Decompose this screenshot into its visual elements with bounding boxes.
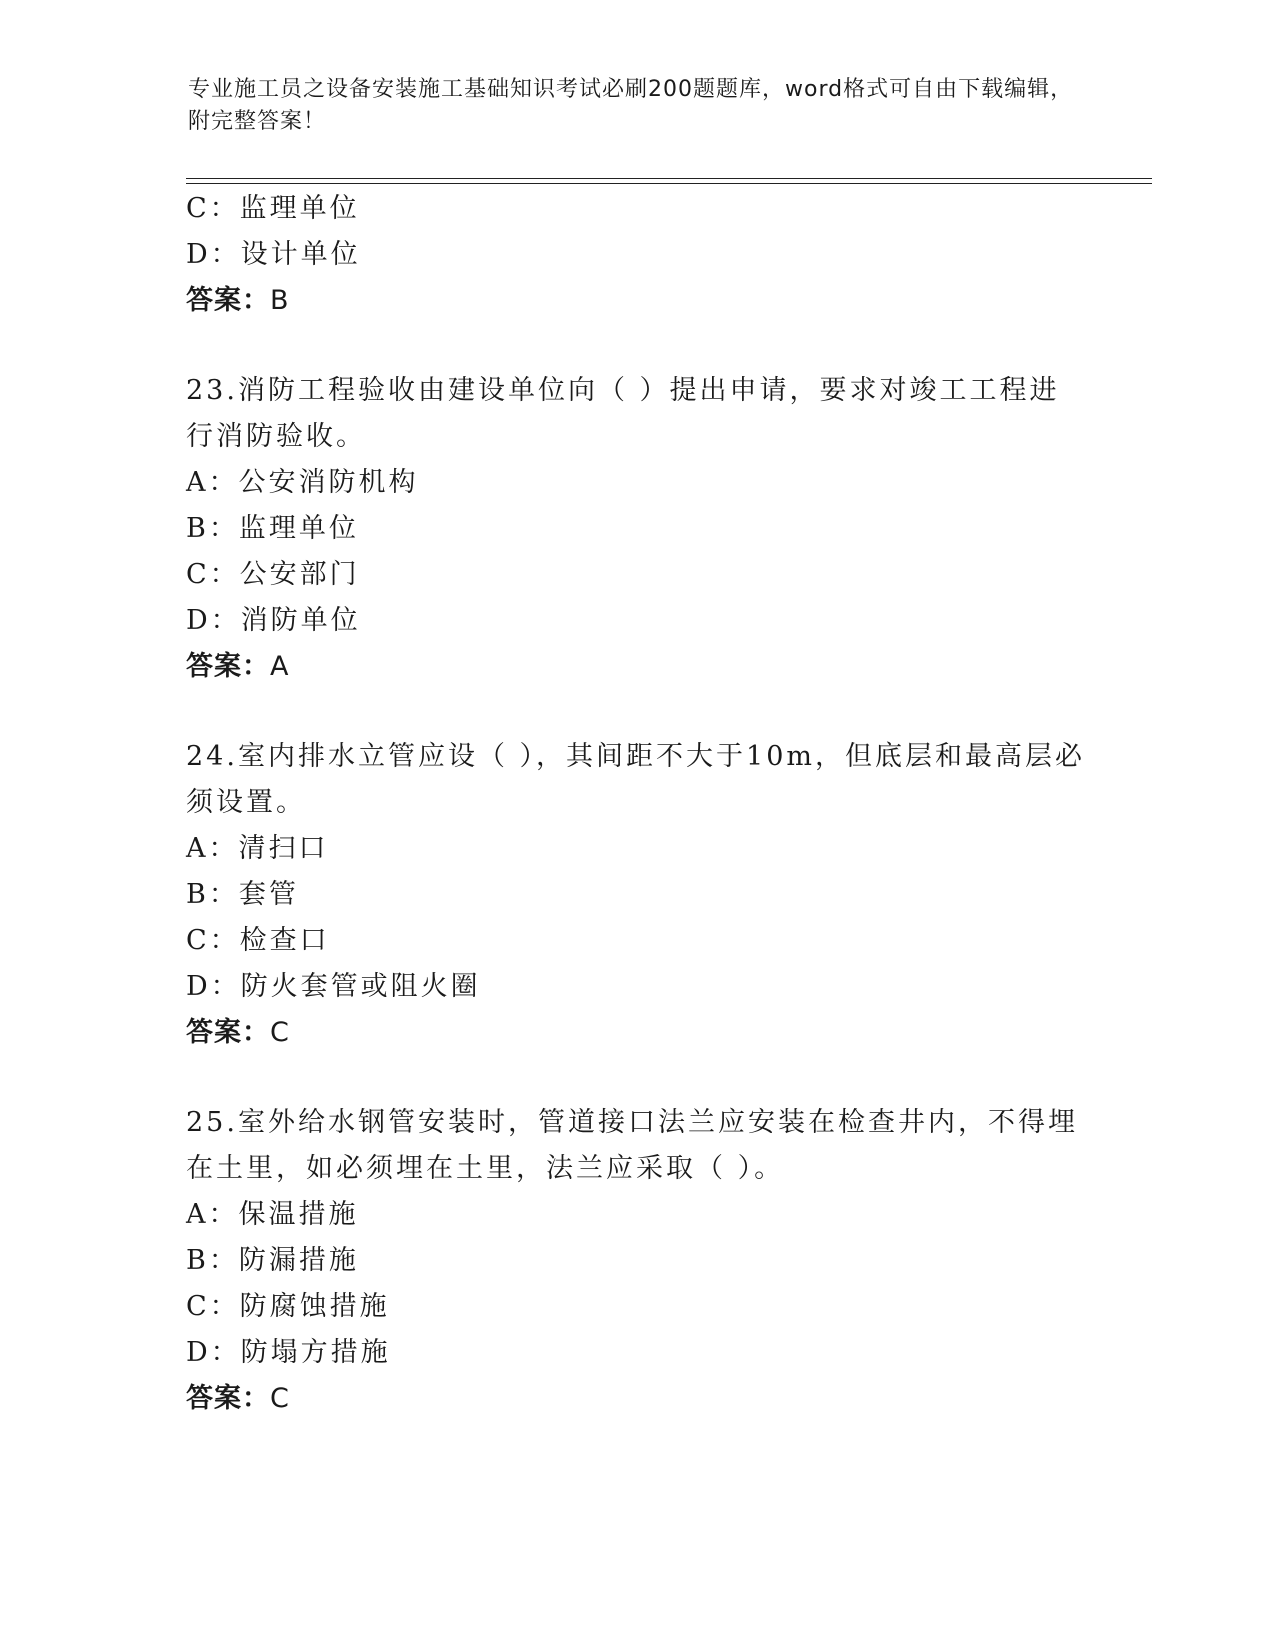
header-divider-top [186, 178, 1152, 179]
question-25 [186, 1100, 1086, 1422]
answer-line: 答案：C [186, 1383, 290, 1414]
document-header: 专业施工员之设备安装施工基础知识考试必刷200题题库，word格式可自由下载编辑，附完整答案！ [188, 77, 1074, 134]
answer-line: 答案：B [186, 285, 290, 316]
question-24 [186, 734, 1086, 1056]
question-text: 24.室内排水立管应设（ ），其间距不大于10m，但底层和最高层必须设置。 [186, 741, 1085, 818]
option-a: A：清扫口 [186, 833, 329, 864]
header-divider-bottom [186, 183, 1152, 184]
answer-line: 答案：C [186, 1017, 290, 1048]
document-body [186, 186, 1086, 1422]
question-23 [186, 368, 1086, 690]
option-d: D：防火套管或阻火圈 [186, 971, 481, 1002]
option-c: C：监理单位 [186, 193, 360, 224]
option-c: C：检查口 [186, 925, 330, 956]
option-b: B：套管 [186, 879, 299, 910]
option-d: D：消防单位 [186, 605, 361, 636]
option-c: C：公安部门 [186, 559, 360, 590]
option-b: B：防漏措施 [186, 1245, 359, 1276]
question-text: 23.消防工程验收由建设单位向（ ）提出申请，要求对竣工工程进行消防验收。 [186, 375, 1060, 452]
question-text: 25.室外给水钢管安装时，管道接口法兰应安装在检查井内，不得埋在土里，如必须埋在土里，法兰应采取（ ）。 [186, 1107, 1078, 1184]
option-c: C：防腐蚀措施 [186, 1291, 390, 1322]
question-continuation [186, 186, 1086, 324]
option-d: D：设计单位 [186, 239, 361, 270]
option-a: A：保温措施 [186, 1199, 359, 1230]
option-a: A：公安消防机构 [186, 467, 419, 498]
answer-line: 答案：A [186, 651, 290, 682]
option-d: D：防塌方措施 [186, 1337, 391, 1368]
option-b: B：监理单位 [186, 513, 359, 544]
